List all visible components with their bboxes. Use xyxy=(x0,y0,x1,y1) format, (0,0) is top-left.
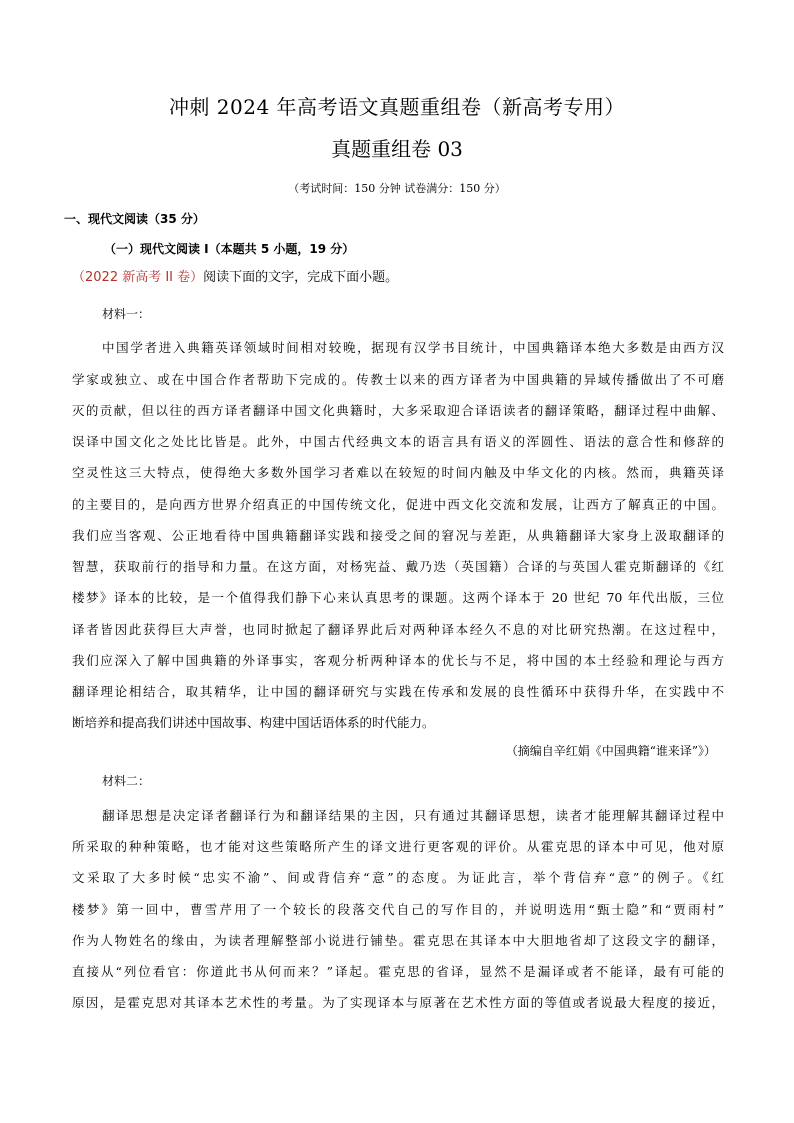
section-heading: 一、现代文阅读（35 分） xyxy=(64,212,205,226)
material1-line: 中国学者进入典籍英译领域时间相对较晚，据现有汉学书目统计，中国典籍译本绝大多数是由西方汉 xyxy=(102,340,724,355)
exam-title: 冲刺 2024 年高考语文真题重组卷（新高考专用） xyxy=(168,95,626,119)
subsection-heading: （一）现代文阅读 I（本题共 5 小题，19 分） xyxy=(104,242,355,256)
material1-line: 智慧，获取前行的指导和力量。在这方面，对杨宪益、戴乃迭（英国籍）合译的与英国人霍克斯翻译的《红 xyxy=(72,559,724,574)
material1-line: 灭的贡献，但以往的西方译者翻译中国文化典籍时，大多采取迎合译语读者的翻译策略，翻译过程中曲解、 xyxy=(72,403,724,418)
material2-line: 作为人物姓名的缘由，为读者理解整部小说进行铺垫。霍克思在其译本中大胆地省却了这段文字的翻译， xyxy=(72,933,724,948)
material2-line: 文采取了大多时候“忠实不渝”、间或背信弃“意”的态度。为证此言，举个背信弃“意”的例子。《红 xyxy=(72,870,724,885)
material1-label: 材料一： xyxy=(102,307,151,321)
material2-line: 翻译思想是决定译者翻译行为和翻译结果的主因，只有通过其翻译思想，读者才能理解其翻译过程中 xyxy=(102,808,724,823)
material1-line: 楼梦》译本的比较，是一个值得我们静下心来认真思考的课题。这两个译本于 20 世纪 70 年代出版，三位 xyxy=(72,590,724,605)
reading-prompt xyxy=(72,269,398,287)
material1-line: 学家或独立、或在中国合作者帮助下完成的。传教士以来的西方译者为中国典籍的异域传播做出了不可磨 xyxy=(72,372,724,387)
material2-line: 所采取的种种策略，也才能对这些策略所产生的译文进行更客观的评价。从霍克思的译本中可见，他对原 xyxy=(72,839,724,854)
material1-line: 翻译理论相结合，取其精华，让中国的翻译研究与实践在传承和发展的良性循环中获得升华，在实践中不 xyxy=(72,684,724,699)
material1-line: 的主要目的，是向西方世界介绍真正的中国传统文化，促进中西文化交流和发展，让西方了解真正的中国。 xyxy=(72,497,724,512)
prompt-source: （2022 新高考 II 卷） xyxy=(72,270,204,285)
material1-line: 断培养和提高我们讲述中国故事、构建中国话语体系的时代能力。 xyxy=(72,715,435,730)
exam-time-info: （考试时间：150 分钟 试卷满分：150 分） xyxy=(288,182,506,195)
material1-citation: （摘编自辛红娟《中国典籍“谁来译”》） xyxy=(505,744,716,758)
material1-line: 我们应当客观、公正地看待中国典籍翻译实践和接受之间的窘况与差距，从典籍翻译大家身上汲取翻译的 xyxy=(72,528,724,543)
exam-subtitle: 真题重组卷 03 xyxy=(331,137,463,161)
material1-line: 译者皆因此获得巨大声誉，也同时掀起了翻译界此后对两种译本经久不息的对比研究热潮。在这过程中， xyxy=(72,622,724,637)
material2-line: 直接从“列位看官：你道此书从何而来？”译起。霍克思的省译，显然不是漏译或者不能译，最有可能的 xyxy=(72,964,724,979)
material2-line: 楼梦》第一回中，曹雪芹用了一个较长的段落交代自己的写作目的，并说明选用“甄士隐”和“贾雨村” xyxy=(72,902,724,917)
material2-label: 材料二： xyxy=(102,774,151,788)
material1-line: 空灵性这三大特点，使得绝大多数外国学习者难以在较短的时间内触及中华文化的内核。然而，典籍英译 xyxy=(72,465,724,480)
material1-line: 误译中国文化之处比比皆是。此外，中国古代经典文本的语言具有语义的浑圆性、语法的意合性和修辞的 xyxy=(72,434,724,449)
material1-line: 我们应深入了解中国典籍的外译事实，客观分析两种译本的优长与不足，将中国的本土经验和理论与西方 xyxy=(72,653,724,668)
prompt-text: 阅读下面的文字，完成下面小题。 xyxy=(203,270,399,285)
material2-line: 原因，是霍克思对其译本艺术性的考量。为了实现译本与原著在艺术性方面的等值或者说最大程度的接近， xyxy=(72,995,724,1010)
